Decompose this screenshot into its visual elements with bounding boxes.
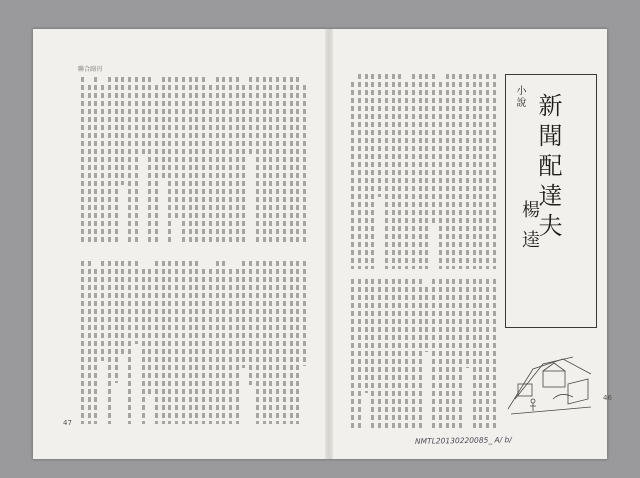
page-number-right: 46	[603, 394, 612, 402]
archive-id-handwritten: NMTL20130220085_ A/ b/	[414, 435, 512, 446]
street-illustration	[503, 329, 595, 419]
text-column	[419, 279, 422, 429]
text-column	[135, 77, 138, 244]
text-column	[432, 279, 435, 429]
text-column	[128, 77, 131, 244]
text-column	[351, 279, 354, 429]
text-column	[142, 77, 145, 155]
author-name: 楊逵	[519, 200, 540, 260]
text-column	[486, 74, 489, 269]
running-head: 聯合副刊	[78, 66, 103, 73]
text-column	[148, 77, 151, 244]
text-column	[419, 74, 422, 269]
text-column	[88, 85, 91, 244]
text-column	[202, 77, 205, 244]
text-column	[222, 261, 225, 424]
text-column	[175, 77, 178, 218]
text-column	[385, 74, 388, 269]
text-column	[439, 279, 442, 429]
right-page	[333, 29, 612, 459]
text-column	[459, 279, 462, 429]
text-column	[121, 261, 124, 356]
text-column	[425, 287, 428, 352]
text-column	[81, 77, 84, 244]
text-column	[439, 82, 442, 269]
text-column	[81, 261, 84, 424]
text-column	[189, 77, 192, 244]
text-column	[94, 77, 97, 244]
text-column	[115, 77, 118, 244]
text-column	[209, 85, 212, 244]
text-column	[283, 77, 286, 244]
text-column	[486, 279, 489, 429]
text-column	[296, 77, 299, 244]
text-column	[365, 279, 368, 393]
text-column	[263, 77, 266, 244]
text-column	[493, 279, 496, 429]
text-column	[290, 77, 293, 244]
text-column	[128, 261, 131, 424]
text-column	[432, 74, 435, 225]
text-column	[121, 77, 124, 185]
text-column	[412, 279, 415, 429]
text-column	[189, 261, 192, 424]
text-column	[256, 261, 259, 424]
text-column	[256, 77, 259, 244]
text-column	[229, 77, 232, 244]
text-column	[216, 77, 219, 244]
text-column	[493, 74, 496, 269]
text-column	[371, 279, 374, 429]
text-column	[202, 269, 205, 424]
text-column	[303, 85, 306, 244]
text-column	[466, 74, 469, 269]
text-column	[371, 74, 374, 269]
text-column	[459, 74, 462, 269]
text-column	[398, 279, 401, 429]
text-column	[452, 279, 455, 429]
text-column	[115, 261, 118, 383]
story-title: 新聞配達夫	[534, 93, 562, 243]
text-column	[479, 74, 482, 269]
text-column	[405, 82, 408, 269]
text-column	[446, 279, 449, 429]
text-column	[392, 279, 395, 429]
text-column	[216, 261, 219, 424]
text-column	[242, 261, 245, 368]
text-column	[466, 279, 469, 368]
text-column	[168, 77, 171, 244]
text-column	[182, 261, 185, 424]
text-column	[479, 279, 482, 429]
text-column	[425, 74, 428, 269]
book-spread	[33, 29, 612, 459]
text-column	[155, 261, 158, 424]
text-column	[195, 261, 198, 424]
text-column	[249, 77, 252, 155]
text-column	[236, 269, 239, 424]
text-column	[392, 74, 395, 269]
text-column	[195, 77, 198, 244]
left-page	[33, 29, 325, 459]
text-column	[351, 82, 354, 269]
text-column	[378, 279, 381, 429]
text-column	[296, 261, 299, 424]
text-column	[283, 261, 286, 424]
text-column	[88, 261, 91, 424]
text-column	[385, 279, 388, 429]
text-column	[405, 279, 408, 429]
text-column	[162, 77, 165, 180]
text-column	[162, 261, 165, 424]
text-column	[358, 279, 361, 429]
text-column	[142, 269, 145, 424]
text-column	[236, 77, 239, 244]
text-column	[473, 279, 476, 429]
text-column	[182, 77, 185, 244]
text-column	[365, 74, 368, 269]
text-column	[269, 77, 272, 244]
text-column	[222, 77, 225, 244]
gutter	[325, 29, 333, 459]
text-column	[263, 261, 266, 424]
text-column	[101, 85, 104, 244]
text-column	[412, 74, 415, 269]
page-number-left: 47	[63, 419, 72, 427]
text-column	[148, 269, 151, 395]
title-box	[505, 74, 597, 328]
genre-label: 小說	[514, 85, 525, 109]
text-column	[473, 74, 476, 269]
text-column	[303, 261, 306, 366]
text-column	[155, 85, 158, 244]
text-column	[358, 74, 361, 269]
text-column	[249, 261, 252, 385]
text-column	[229, 269, 232, 424]
text-column	[398, 74, 401, 269]
text-column	[242, 85, 245, 244]
text-column	[269, 261, 272, 424]
text-column	[276, 77, 279, 244]
text-column	[101, 261, 104, 361]
text-column	[94, 269, 97, 424]
text-column	[209, 269, 212, 424]
text-column	[108, 261, 111, 424]
text-column	[290, 261, 293, 424]
text-column	[175, 261, 178, 424]
text-column	[446, 74, 449, 269]
text-column	[276, 261, 279, 424]
text-column	[452, 74, 455, 269]
text-column	[168, 261, 171, 424]
text-column	[135, 261, 138, 344]
text-column	[108, 77, 111, 244]
text-column	[378, 74, 381, 197]
